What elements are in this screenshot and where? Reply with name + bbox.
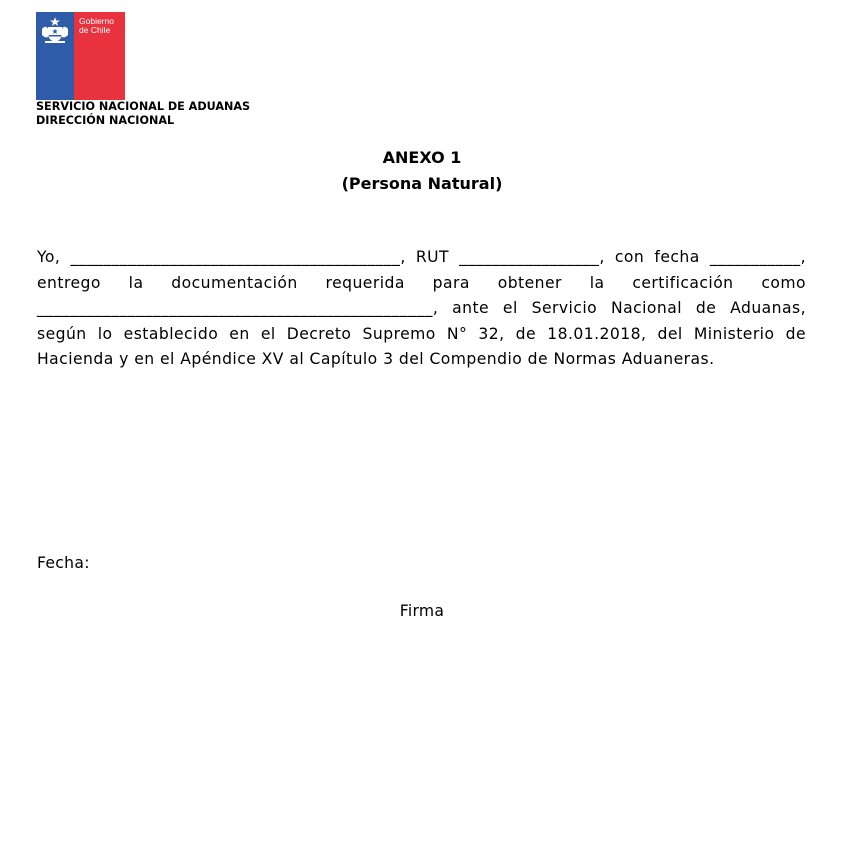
logo-text (79, 17, 114, 35)
date-label: Fecha: (37, 554, 90, 572)
agency-division: DIRECCIÓN NACIONAL (36, 114, 175, 127)
logo-blue-panel (36, 12, 74, 100)
chile-coat-of-arms-icon (39, 15, 71, 45)
declaration-paragraph: Yo, ________________________________________, RUT _________________, con fecha ___________, entrego la documentación requerida para obtener la certificación como ________________________________________________, ante el Servicio Nacional de Aduanas, según lo establecido en el Decreto Supremo N° 32, de 18.01.2018, del Ministerio de Hacienda y en el Apéndice XV al Capítulo 3 del Compendio de Normas Aduaneras. (37, 248, 806, 368)
document-subtitle: (Persona Natural) (341, 174, 503, 193)
agency-name: SERVICIO NACIONAL DE ADUANAS (36, 100, 251, 113)
agency-header (36, 100, 250, 128)
logo-text-line1: Gobierno (79, 16, 114, 26)
document-title: ANEXO 1 (382, 148, 462, 167)
logo-red-panel (74, 12, 125, 100)
gobierno-de-chile-logo (36, 12, 125, 100)
logo-text-line2: de Chile (79, 25, 111, 35)
document-title-block (0, 145, 844, 197)
signature-label: Firma (399, 602, 445, 620)
